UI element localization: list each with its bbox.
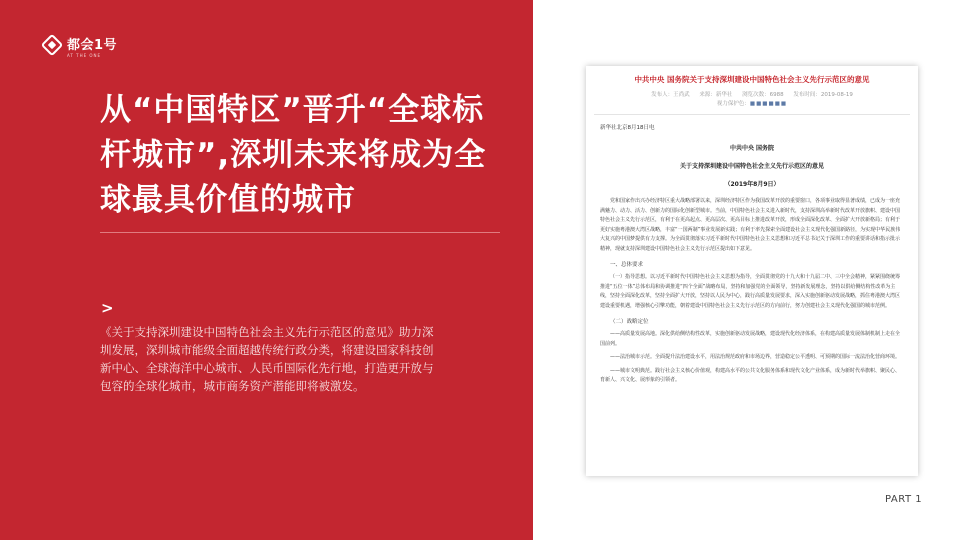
doc-intro: 党和国家作出兴办经济特区重大战略部署以来，深圳经济特区作为我国改革开放的重要窗口，各项事业取得显著成绩，已成为一座充满魅力、动力、活力、创新力的国际化创新型城市。当前，中国特色社会主义进入新时代，支持深圳高举新时代改革开放旗帜、建设中国特色社会主义先行示范区，有利于在更高起点、更高层次、更高目标上推进改革开放，形成全面深化改革、全面扩大开放新格局；有利于更好实施粤港澳大湾区战略，丰富“一国两制”事业发展新实践；有利于率先探索全面建设社会主义现代化强国新路径，为实现中华民族伟大复兴的中国梦提供有力支撑。为全面贯彻落实习近平新时代中国特色社会主义思想和习近平总书记关于深圳工作的重要讲话和指示批示精神，现就支持深圳建设中国特色社会主义先行示范区提出如下意见。 <box>600 198 901 252</box>
brand-name: 都会1号 <box>67 37 118 53</box>
part-label: PART 1 <box>885 494 923 505</box>
doc-paragraph: （一）指导思想。以习近平新时代中国特色社会主义思想为指导，全面贯彻党的十九大和十九届二中、三中全会精神，紧紧围绕统筹推进“五位一体”总体布局和协调推进“四个全面”战略布局，坚持和加强党的全面领导，坚持新发展理念，坚持以供给侧结构性改革为主线，坚持全面深化改革，坚持全面扩大开放，坚持以人民为中心，践行高质量发展要求，深入实施创新驱动发展战略，抓住粤港澳大湾区建设重要机遇，增强核心引擎功能，朝着建设中国特色社会主义先行示范区的方向前行，努力创建社会主义现代化强国的城市范例。 <box>600 274 901 309</box>
brand-logo <box>44 37 118 58</box>
logo-diamond-icon <box>41 34 64 57</box>
headline-divider <box>100 232 500 233</box>
color-swatches: ■■■■■■ <box>749 101 788 107</box>
description-paragraph: 《关于支持深圳建设中国特色社会主义先行示范区的意见》助力深圳发展，深圳城市能级全面超越传统行政分类，将建设国家科技创新中心、全球海洋中心城市、人民币国际化先行地，打造更开放与包容的全球化城市，城市商务资产潜能即将被激发。 <box>100 325 434 393</box>
doc-rule <box>594 114 910 115</box>
headline-emphasis-1: 中国特区 <box>153 92 282 128</box>
doc-dateline: 新华社北京8月18日电 <box>600 125 655 131</box>
doc-eye-protection: 视力保护色：■■■■■■ <box>716 101 788 107</box>
chevron-right-icon: > <box>101 299 114 317</box>
doc-issuer: 中共中央 国务院 <box>729 145 775 152</box>
doc-section-heading: （二）战略定位 <box>610 319 649 325</box>
doc-page-title: 中共中央 国务院关于支持深圳建设中国特色社会主义先行示范区的意见 <box>634 75 870 84</box>
doc-section-heading: 一、总体要求 <box>610 262 644 268</box>
doc-paragraph: ——城市文明典范。践行社会主义核心价值观，构建高水平的公共文化服务体系和现代文化产业体系，成为新时代举旗帜、聚民心、育新人、兴文化、展形象的引领者。 <box>600 367 901 383</box>
headline: 从“中国特区”晋升“全球标杆城市”,深圳未来将成为全球最具价值的城市 <box>100 92 487 218</box>
brand-tagline: AT THE ONE <box>67 53 102 58</box>
doc-paragraph: ——高质量发展高地。深化供给侧结构性改革，实施创新驱动发展战略，建设现代化经济体系，在构建高质量发展体制机制上走在全国前列。 <box>600 331 901 347</box>
doc-meta: 发布人：王尚武 来源：新华社 浏览次数：6988 发布时间：2019-08-19 <box>651 92 853 98</box>
doc-title: 关于支持深圳建设中国特色社会主义先行示范区的意见 <box>679 163 824 170</box>
doc-date: （2019年8月9日） <box>724 181 780 188</box>
headline-emphasis-2: 全球标杆城市 <box>100 92 485 173</box>
policy-document-screenshot <box>586 66 918 476</box>
doc-paragraph: ——法治城市示范。全面提升法治建设水平，用法治规范政府和市场边界，营造稳定公平透明、可预期的国际一流法治化营商环境。 <box>610 354 901 360</box>
